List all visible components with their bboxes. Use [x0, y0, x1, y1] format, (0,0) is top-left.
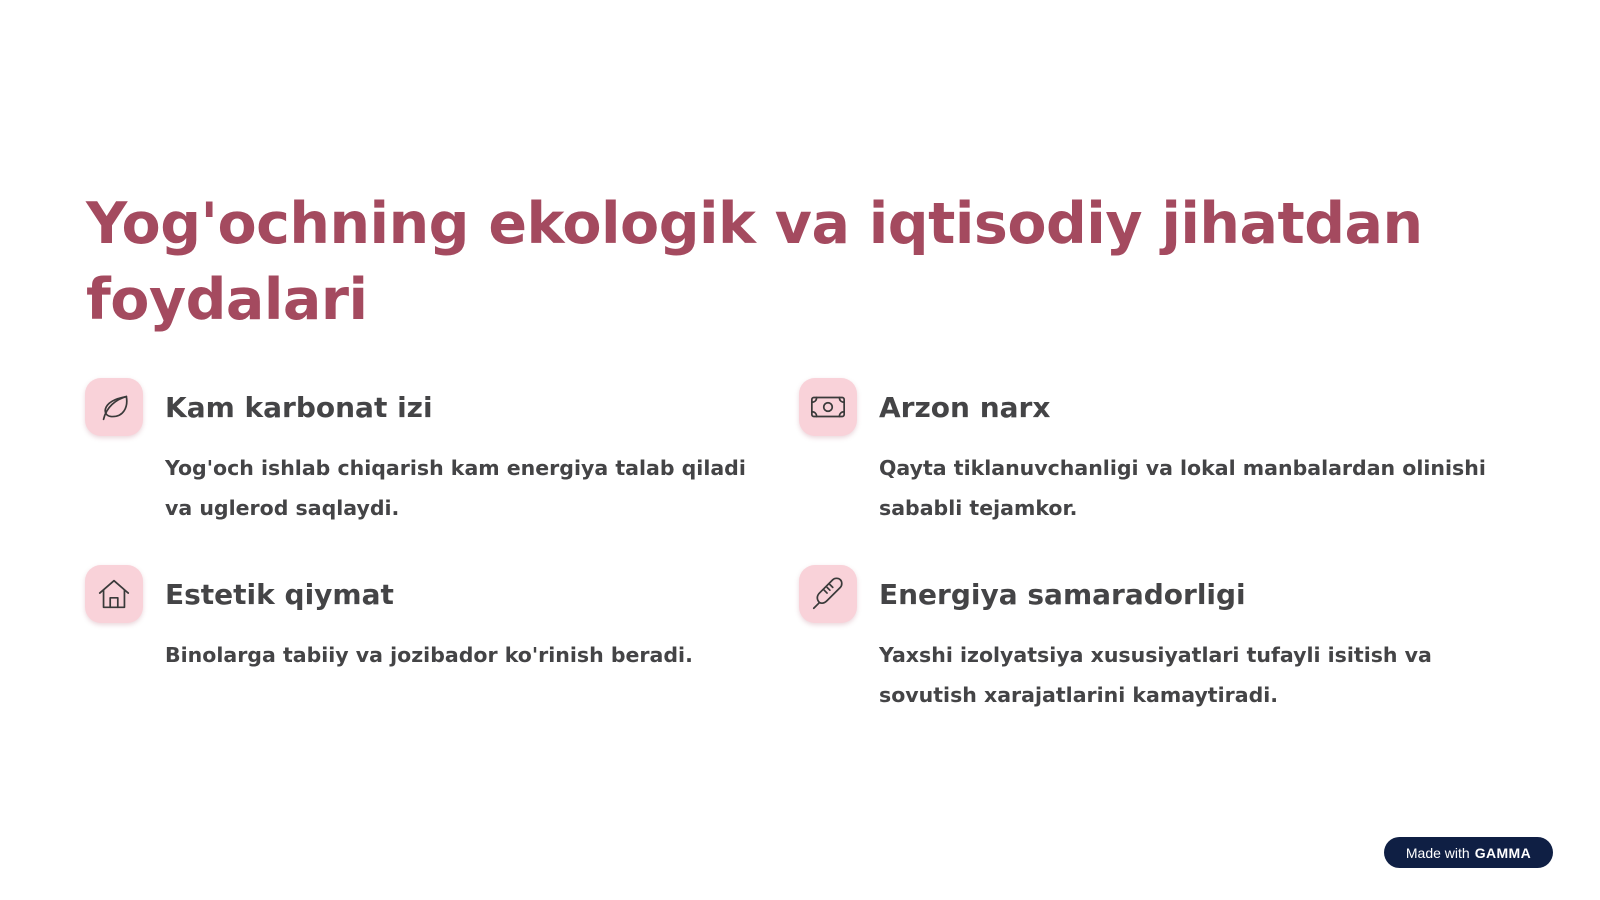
thermometer-icon — [799, 565, 857, 623]
leaf-icon — [85, 378, 143, 436]
gamma-logo: GAMMA — [1474, 844, 1532, 861]
feature-title: Arzon narx — [879, 391, 1051, 424]
feature-title: Kam karbonat izi — [165, 391, 433, 424]
slide-title: Yog'ochning ekologik va iqtisodiy jihatdan foydalari — [86, 191, 1423, 333]
feature-description: Binolarga tabiiy va jozibador ko'rinish beradi. — [165, 643, 693, 667]
house-icon — [85, 565, 143, 623]
feature-description: Yaxshi izolyatsiya xususiyatlari tufayli isitish va sovutish xarajatlarini kamaytiradi. — [879, 643, 1432, 707]
feature-description: Qayta tiklanuvchanligi va lokal manbalardan olinishi sababli tejamkor. — [879, 456, 1486, 520]
feature-title: Estetik qiymat — [165, 578, 394, 611]
badge-prefix: Made with — [1405, 844, 1470, 861]
made-with-gamma-badge[interactable] — [1384, 837, 1553, 868]
feature-title: Energiya samaradorligi — [879, 578, 1246, 611]
feature-description: Yog'och ishlab chiqarish kam energiya talab qiladi va uglerod saqlaydi. — [165, 456, 746, 520]
banknote-icon — [799, 378, 857, 436]
